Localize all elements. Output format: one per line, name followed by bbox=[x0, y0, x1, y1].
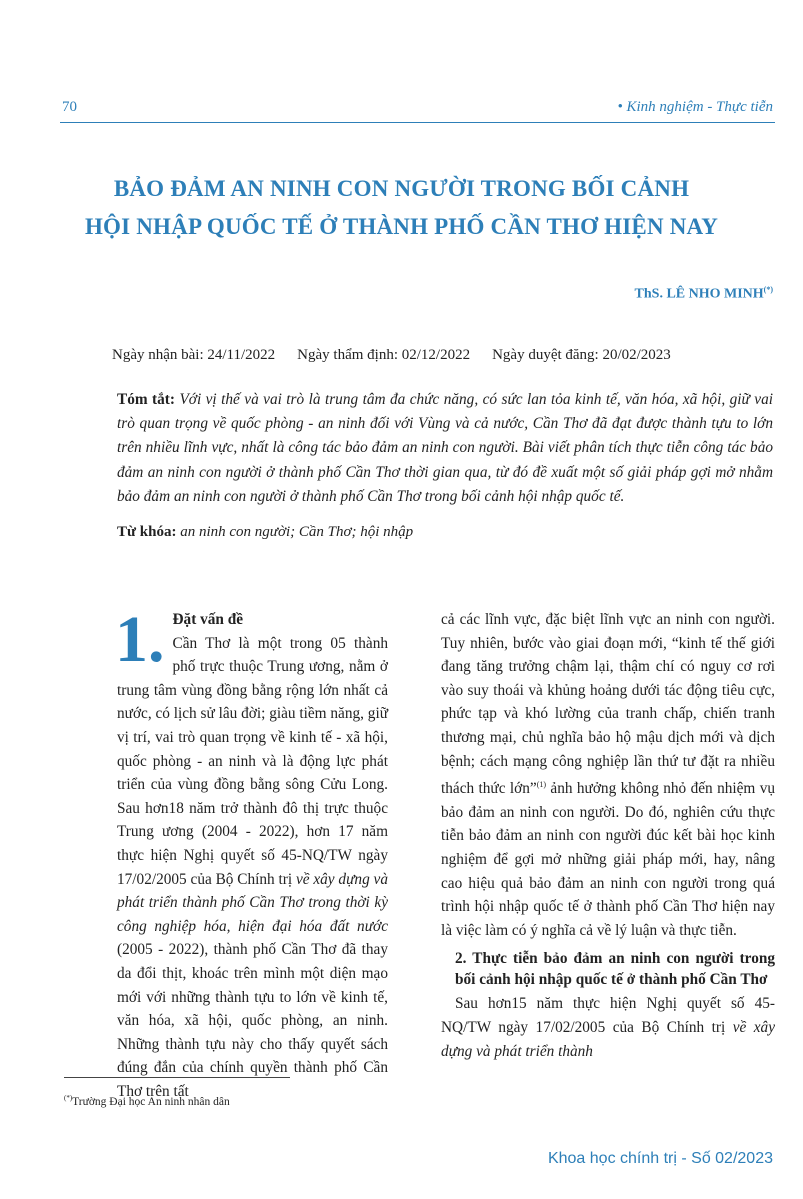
journal-footer: Khoa học chính trị - Số 02/2023 bbox=[547, 1150, 773, 1167]
date-approved: Ngày duyệt đăng: 20/02/2023 bbox=[492, 347, 671, 363]
author-name: ThS. LÊ NHO MINH bbox=[634, 286, 764, 302]
keywords-text: an ninh con người; Cần Thơ; hội nhập bbox=[180, 524, 414, 540]
right-text: cả các lĩnh vực, đặc biệt lĩnh vực an ninh con người. Tuy nhiên, bước vào giai đoạn mới, “kinh tế thế giới đang tăng trưởng chậm lại, thậm chí có nguy cơ rơi vào suy thoái và khủng hoảng dưới tác động tiêu cực, phức tạp và khó lường của tranh chấp, chiến tranh thương mại, chủ nghĩa bảo hộ mậu dịch mới và dịch bệnh; cách mạng công nghiệp lần thứ tư đặt ra nhiều thách thức lớn” bbox=[441, 611, 775, 798]
abstract bbox=[117, 388, 773, 509]
intro-text: Cần Thơ là một trong 05 thành phố trực thuộc Trung ương, nằm ở trung tâm vùng đồng bằng rộng lớn nhất cả nước, có lịch sử lâu đời; giàu tiềm năng, giữ vị trí, vai trò quan trọng về kinh tế - xã hội, quốc phòng - an ninh và là động lực phát triển của vùng đồng bằng sông Cửu Long. Sau hơn18 năm trở thành đô thị trực thuộc Trung ương (2004 - 2022), hơn 17 năm thực hiện Nghị quyết số 45-NQ/TW ngày 17/02/2005 của Bộ Chính trị bbox=[117, 634, 388, 888]
abstract-label: Tóm tắt: bbox=[117, 391, 175, 408]
left-column bbox=[115, 603, 388, 1103]
right-p2-text: Sau hơn15 năm thực hiện Nghị quyết số 45-NQ/TW ngày 17/02/2005 của Bộ Chính trị bbox=[441, 995, 775, 1036]
right-column bbox=[441, 608, 775, 1063]
title-line-2: HỘI NHẬP QUỐC TẾ Ở THÀNH PHỐ CẦN THƠ HIỆN NAY bbox=[84, 214, 719, 239]
date-received: Ngày nhận bài: 24/11/2022 bbox=[112, 347, 276, 363]
citation-ref: (1) bbox=[536, 780, 547, 790]
date-reviewed: Ngày thẩm định: 02/12/2022 bbox=[297, 347, 471, 363]
section-heading-2: 2. Thực tiễn bảo đảm an ninh con người trong bối cảnh hội nhập quốc tế ở thành phố Cần Thơ bbox=[455, 950, 775, 989]
right-paragraph-1 bbox=[441, 608, 775, 942]
intro-text-end: (2005 - 2022), thành phố Cần Thơ đã thay da đổi thịt, khoác trên mình một diện mạo mới với những thành tựu to lớn về kinh tế, văn hóa, xã hội, quốc phòng, an ninh. Những thành tựu này cho thấy quyết sách đúng đắn của chính quyền thành phố Cần Thơ trên tất bbox=[117, 941, 388, 1100]
author bbox=[635, 285, 773, 303]
footnote-mark: (*) bbox=[64, 1094, 73, 1102]
section-label: • Kinh nghiệm - Thực tiễn bbox=[617, 99, 773, 115]
article-dates bbox=[112, 347, 773, 364]
keywords bbox=[117, 524, 773, 541]
keywords-label: Từ khóa: bbox=[117, 524, 177, 540]
page-number: 70 bbox=[62, 99, 77, 115]
right-p2-italic: về xây dựng và phát triển thành bbox=[441, 1019, 775, 1060]
right-text-end: ảnh hưởng không nhỏ đến nhiệm vụ bảo đảm an ninh con người. Do đó, nghiên cứu thực tiễn bảo đảm an ninh con người đúc kết bài học kinh nghiệm để gợi mở những giải pháp mới, hay, nâng cao hiệu quả bảo đảm an ninh con người trong quá trình hội nhập quốc tế ở thành phố Cần Thơ hiện nay là việc làm có ý nghĩa cả về lý luận và thực tiễn. bbox=[441, 780, 776, 939]
section-heading-1: Đặt vấn đề bbox=[172, 611, 244, 628]
footnote bbox=[64, 1094, 230, 1108]
footnote-text: Trường Đại học An ninh nhân dân bbox=[72, 1095, 230, 1108]
right-paragraph-2 bbox=[441, 992, 775, 1063]
author-mark: (*) bbox=[763, 285, 773, 294]
footnote-rule bbox=[64, 1077, 290, 1078]
dropcap: 1. bbox=[115, 603, 165, 676]
article-title bbox=[40, 170, 763, 246]
header-rule bbox=[60, 122, 775, 123]
resolution-title: về xây dựng và phát triển thành phố Cần Thơ trong thời kỳ công nghiệp hóa, hiện đại hóa đất nước bbox=[117, 870, 388, 935]
abstract-text: Với vị thế và vai trò là trung tâm đa chức năng, có sức lan tỏa kinh tế, văn hóa, xã hội, giữ vai trò quan trọng về quốc phòng - an ninh đối với Vùng và cả nước, Cần Thơ đã đạt được thành tựu to lớn trên nhiều lĩnh vực, nhất là công tác bảo đảm an ninh con người. Bài viết phân tích thực tiễn công tác bảo đảm an ninh con người ở thành phố Cần Thơ thời gian qua, từ đó đề xuất một số giải pháp gợi mở nhằm bảo đảm an ninh con người ở thành phố Cần Thơ trong bối cảnh hội nhập quốc tế. bbox=[117, 391, 773, 505]
title-line-1: BẢO ĐẢM AN NINH CON NGƯỜI TRONG BỐI CẢNH bbox=[113, 176, 690, 201]
intro-paragraph bbox=[117, 632, 388, 1104]
